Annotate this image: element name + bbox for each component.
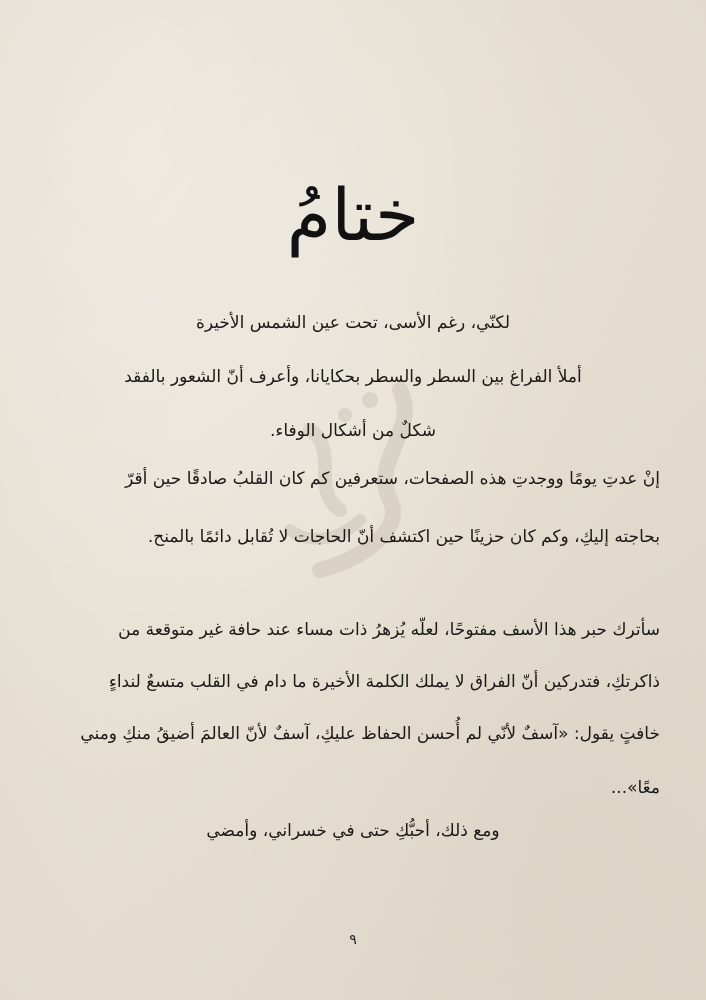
chapter-title: ختامُ (286, 173, 420, 257)
paragraph-4-line-1: ومع ذلك، أحبُّكِ حتى في خسراني، وأمضي (206, 821, 500, 841)
paragraph-2-line-1: إنْ عدتِ يومًا ووجدتِ هذه الصفحات، ستعرفين كم كان القلبُ صادقًا حين أقرّ (125, 469, 660, 489)
paragraph-1-line-2: أملأ الفراغ بين السطر والسطر بحكايانا، وأعرف أنّ الشعور بالفقد (124, 367, 582, 387)
paragraph-1-line-3: شكلٌ من أشكال الوفاء. (269, 421, 437, 441)
page-number: ٩ (349, 932, 357, 948)
paragraph-3-line-2: ذاكرتكِ، فتدركين أنّ الفراق لا يملك الكلمة الأخيرة ما دام في القلب متسعٌ لنداءٍ (108, 672, 660, 692)
paragraph-3-line-3: خافتٍ يقول: «آسفٌ لأنّي لم أُحسن الحفاظ عليكِ، آسفٌ لأنّ العالمَ أضيقُ منكِ ومني (80, 724, 660, 744)
paragraph-3-line-4: معًا»... (610, 778, 660, 798)
paragraph-1-line-1: لكنّي، رغم الأسى، تحت عين الشمس الأخيرة (195, 313, 511, 333)
paragraph-3-line-1: سأترك حبر هذا الأسف مفتوحًا، لعلّه يُزهرُ ذات مساء عند حافة غير متوقعة من (118, 620, 660, 640)
paragraph-2-line-2: بحاجته إليكِ، وكم كان حزينًا حين اكتشف أنّ الحاجات لا تُقابل دائمًا بالمنح. (147, 527, 660, 547)
